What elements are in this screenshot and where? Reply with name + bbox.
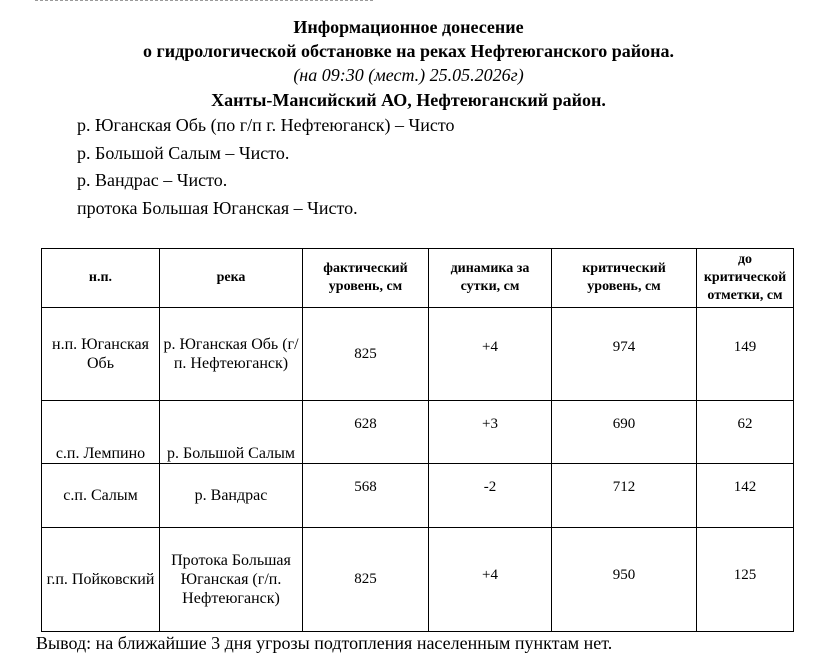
- col-header-critical: критический уровень, см: [552, 249, 697, 308]
- col-header-actual: фактический уровень, см: [303, 249, 429, 308]
- table-row: [42, 401, 794, 464]
- cell-to-critical: 142: [697, 464, 794, 528]
- cell-dynamics: +4: [429, 308, 552, 401]
- cell-river: р. Юганская Обь (г/п. Нефтеюганск): [160, 308, 303, 401]
- cell-np: с.п. Салым: [42, 464, 160, 528]
- top-dashed-rule: [35, 0, 373, 1]
- cell-actual: 568: [303, 464, 429, 528]
- cell-dynamics: +3: [429, 401, 552, 464]
- status-line-vandras: р. Вандрас – Чисто.: [77, 170, 228, 190]
- cell-to-critical: 125: [697, 528, 794, 632]
- report-date: (на 09:30 (мест.) 25.05.2026г): [293, 65, 524, 85]
- cell-np: н.п. Юганская Обь: [42, 308, 160, 401]
- col-header-dynamics: динамика за сутки, см: [429, 249, 552, 308]
- cell-critical: 950: [552, 528, 697, 632]
- cell-river: р. Вандрас: [160, 464, 303, 528]
- cell-actual: 825: [303, 528, 429, 632]
- cell-to-critical: 149: [697, 308, 794, 401]
- cell-np: г.п. Пойковский: [42, 528, 160, 632]
- status-line-yugan-ob: р. Юганская Обь (по г/п г. Нефтеюганск) – Чисто: [77, 115, 455, 135]
- cell-dynamics: -2: [429, 464, 552, 528]
- cell-actual: 825: [303, 308, 429, 401]
- table-row: [42, 528, 794, 632]
- cell-critical: 974: [552, 308, 697, 401]
- cell-dynamics: +4: [429, 528, 552, 632]
- table-row: [42, 308, 794, 401]
- col-header-to-critical: до критической отметки, см: [697, 249, 794, 308]
- cell-actual: 628: [303, 401, 429, 464]
- cell-critical: 712: [552, 464, 697, 528]
- cell-critical: 690: [552, 401, 697, 464]
- col-header-river: река: [160, 249, 303, 308]
- status-line-protoka: протока Большая Юганская – Чисто.: [77, 198, 358, 218]
- cell-river: р. Большой Салым: [160, 401, 303, 464]
- table-header-row: [42, 249, 794, 308]
- report-region: Ханты-Мансийский АО, Нефтеюганский район.: [211, 90, 606, 110]
- col-header-np: н.п.: [42, 249, 160, 308]
- cell-to-critical: 62: [697, 401, 794, 464]
- table-row: [42, 464, 794, 528]
- status-line-bolshoy-salym: р. Большой Салым – Чисто.: [77, 143, 290, 163]
- hydro-table: [41, 248, 794, 632]
- cell-np: с.п. Лемпино: [42, 401, 160, 464]
- cell-river: Протока Большая Юганская (г/п. Нефтеюганск): [160, 528, 303, 632]
- report-subtitle: о гидрологической обстановке на реках Нефтеюганского района.: [143, 41, 674, 61]
- report-title: Информационное донесение: [293, 17, 524, 37]
- conclusion-text: Вывод: на ближайшие 3 дня угрозы подтопления населенным пунктам нет.: [36, 633, 613, 653]
